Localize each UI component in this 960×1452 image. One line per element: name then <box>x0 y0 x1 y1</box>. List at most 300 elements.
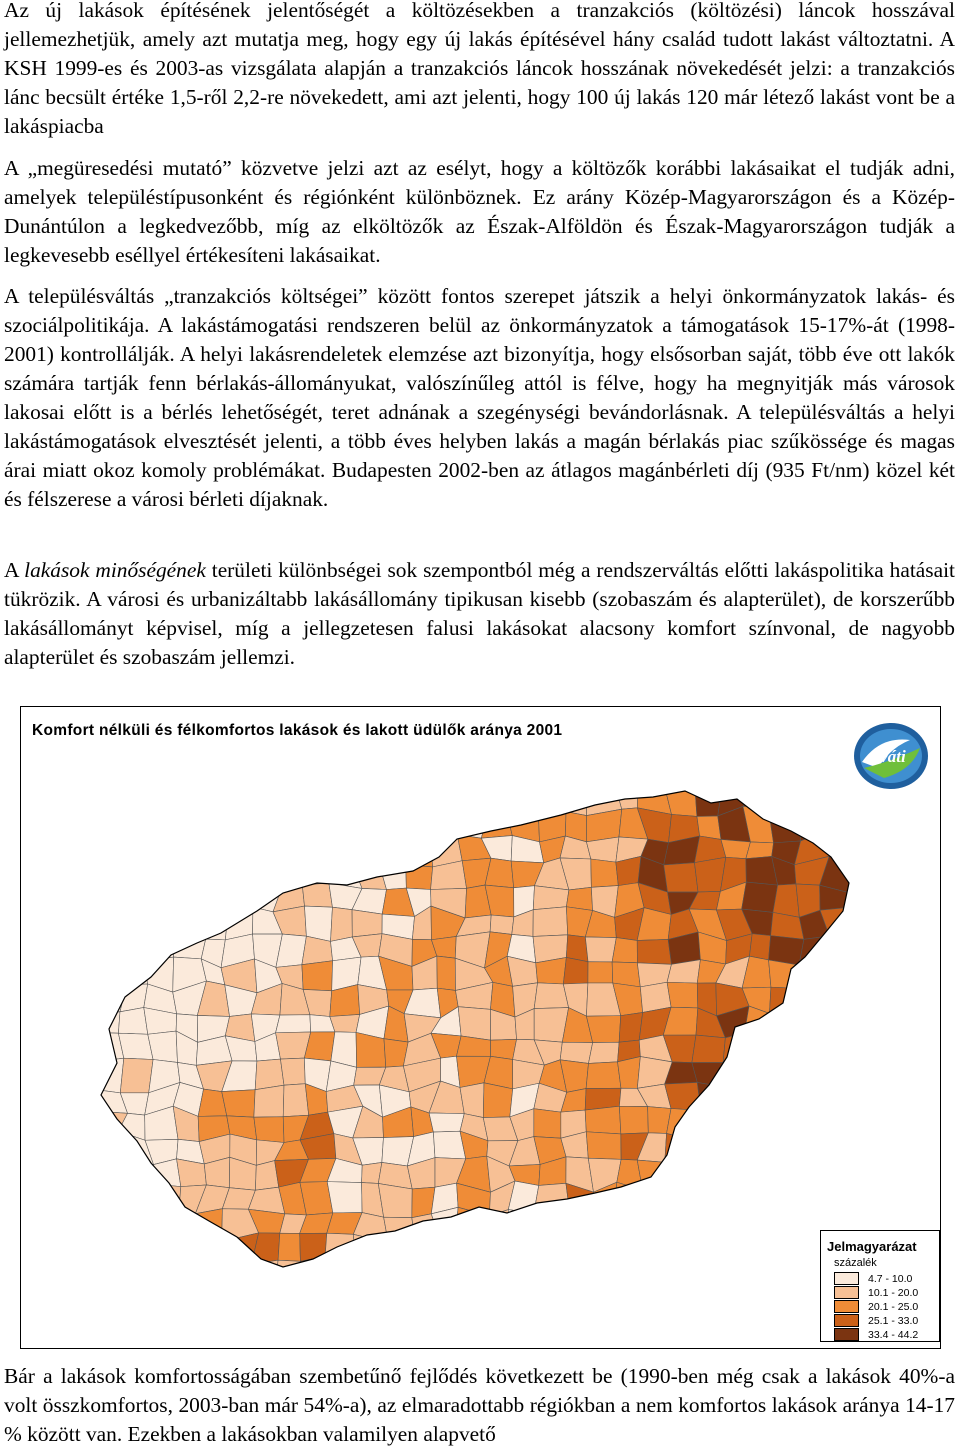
micro-region <box>387 1240 415 1266</box>
micro-region <box>618 1057 641 1089</box>
micro-region <box>93 1159 129 1191</box>
micro-region <box>830 1106 855 1141</box>
micro-region <box>717 1209 747 1234</box>
micro-region <box>275 1260 303 1289</box>
micro-region <box>570 1241 586 1260</box>
micro-region <box>851 836 878 860</box>
micro-region <box>174 937 206 959</box>
micro-region <box>612 962 640 987</box>
micro-region <box>508 784 538 818</box>
micro-region <box>120 833 154 865</box>
micro-region <box>723 1059 752 1092</box>
micro-region <box>534 1211 571 1241</box>
micro-region <box>351 835 380 864</box>
micro-region <box>404 1256 441 1289</box>
micro-region <box>716 1158 750 1186</box>
micro-region <box>201 1264 225 1288</box>
micro-region <box>512 1260 541 1288</box>
micro-region <box>491 1233 512 1259</box>
micro-region <box>353 1234 388 1265</box>
micro-region <box>720 1233 747 1259</box>
micro-region <box>612 938 637 963</box>
map-legend <box>820 1230 940 1342</box>
micro-region <box>150 1206 178 1239</box>
micro-region <box>92 835 123 866</box>
micro-region <box>693 1181 725 1217</box>
micro-region <box>566 887 592 910</box>
micro-region <box>744 1059 772 1092</box>
micro-region <box>170 860 205 892</box>
legend-swatch <box>834 1286 859 1299</box>
micro-region <box>663 1213 700 1234</box>
micro-region <box>481 811 512 838</box>
micro-region <box>171 1264 203 1293</box>
micro-region <box>353 782 388 811</box>
micro-region <box>118 1033 153 1059</box>
paragraph-comfort-development: Bár a lakások komfortosságában szembetűnő fejlődés következett be (1990-ben még csak a lakások 40%-a volt összkomfortos, 2003-ban már 54%-a), az elmaradottabb régiókban a nem komfortos lakások aránya 14-17 % között van. Ezekben a lakásokban valamilyen alapvető <box>4 1364 955 1446</box>
micro-region <box>304 806 331 842</box>
paragraph-housing-quality-start: A <box>4 558 25 582</box>
micro-region <box>437 956 456 990</box>
micro-region <box>100 861 123 888</box>
micro-region <box>97 887 122 908</box>
micro-region <box>794 1058 829 1092</box>
legend-label: 25.1 - 33.0 <box>868 1315 919 1327</box>
micro-region <box>769 960 800 988</box>
micro-region <box>689 1110 724 1140</box>
legend-label: 4.7 - 10.0 <box>868 1273 913 1285</box>
micro-region <box>329 839 360 863</box>
micro-region <box>637 939 671 964</box>
micro-region <box>724 1087 753 1117</box>
micro-region <box>768 1262 801 1286</box>
micro-region <box>718 1116 750 1141</box>
micro-region <box>273 814 308 840</box>
micro-region <box>283 1084 308 1117</box>
legend-label: 20.1 - 25.0 <box>868 1301 919 1313</box>
micro-region <box>249 858 280 893</box>
micro-region <box>120 1058 153 1093</box>
micro-region <box>490 915 514 934</box>
micro-region <box>795 1162 825 1189</box>
micro-region <box>771 1058 800 1092</box>
micro-region <box>202 786 224 815</box>
micro-region <box>172 886 205 912</box>
micro-region <box>222 884 253 914</box>
map-title: Komfort nélküli és félkomfortos lakások és lakott üdülők aránya 2001 <box>32 722 563 739</box>
micro-region <box>172 909 206 939</box>
micro-region <box>770 1111 805 1142</box>
paragraph-housing-quality-rest: területi különbségei sok szempontból még a rendszerváltás előtti lakáspolitika hatásait tükrözik. A városi és urbanizáltabb lakásállomány tipikusan kisebb (szobaszám és alapterület), de korszerűbb lakásállományt képvisel, míg a jellegzetesen falusi lakásokat alacsony komfort színvonal, de nagyobb alapterület és szobaszám jellemzi. <box>4 558 955 669</box>
micro-region <box>92 935 121 964</box>
micro-region <box>695 1158 725 1190</box>
micro-region <box>147 910 175 941</box>
micro-region <box>226 832 255 858</box>
micro-region <box>798 782 829 816</box>
micro-region <box>152 831 170 865</box>
micro-region <box>248 1260 278 1289</box>
micro-region <box>799 808 829 841</box>
paragraph-transaction-chains: Az új lakások építésének jelentőségét a költözésekben a tranzakciós (költözési) láncok hosszával jellemezhetjük, amely azt mutatja meg, hogy egy új lakás építésével hány család tudott lakást változtatni. A KSH 1999-es és 2003-as vizsgálata alapján a tranzakciós láncok hosszának növekedését jelzi: a tranzakciós lánc becsült értéke 1,5-ről 2,2-re növekedett, ami azt jelenti, hogy 100 új lakás 120 már létező lakást vont be a lakáspiacba <box>4 0 955 138</box>
vati-logo-text: váti <box>880 747 906 766</box>
micro-region <box>332 782 355 811</box>
micro-region <box>854 1191 875 1213</box>
paragraph-housing-quality <box>4 556 955 672</box>
micro-region <box>508 1210 541 1241</box>
micro-region <box>202 808 225 833</box>
micro-region <box>640 1259 675 1292</box>
legend-swatch <box>834 1300 859 1313</box>
micro-region <box>378 1256 413 1289</box>
micro-region <box>795 1137 831 1167</box>
legend-swatch <box>834 1272 859 1285</box>
micro-region <box>458 1007 490 1040</box>
micro-region <box>275 856 302 892</box>
micro-region <box>123 1159 153 1184</box>
micro-region <box>747 1082 772 1116</box>
micro-region <box>201 832 229 868</box>
micro-region <box>793 1184 824 1208</box>
micro-region <box>487 1256 512 1285</box>
micro-region <box>794 988 829 1017</box>
micro-region <box>533 907 568 937</box>
micro-region <box>489 1210 508 1241</box>
micro-region <box>146 1235 179 1264</box>
micro-region <box>171 808 204 832</box>
micro-region <box>255 782 284 818</box>
micro-region <box>352 910 382 937</box>
micro-region <box>170 786 204 809</box>
micro-region <box>694 1231 722 1265</box>
micro-region <box>615 1259 644 1285</box>
micro-region <box>745 1258 768 1287</box>
micro-region <box>170 1232 203 1264</box>
micro-region <box>663 1231 700 1267</box>
micro-region <box>819 1033 853 1068</box>
micro-region <box>151 1184 181 1215</box>
micro-region <box>742 882 778 912</box>
micro-region <box>613 1208 646 1233</box>
micro-region <box>455 784 489 811</box>
micro-region <box>534 1109 561 1139</box>
micro-region <box>745 1234 769 1262</box>
micro-region <box>253 816 284 840</box>
micro-region <box>92 1236 126 1264</box>
micro-region <box>619 1106 648 1134</box>
micro-region <box>118 784 148 816</box>
micro-region <box>613 1232 646 1262</box>
micro-region <box>126 1184 152 1208</box>
micro-region <box>747 1113 778 1138</box>
micro-region <box>278 1233 300 1261</box>
micro-region <box>222 1233 259 1268</box>
micro-region <box>201 858 229 886</box>
micro-region <box>771 1132 799 1166</box>
micro-region <box>845 1140 882 1167</box>
micro-region <box>280 1058 305 1085</box>
micro-region <box>749 934 770 960</box>
micro-region <box>569 1211 585 1241</box>
micro-region <box>846 908 873 941</box>
micro-region <box>851 785 883 812</box>
micro-region <box>126 1256 153 1293</box>
micro-region <box>118 1007 147 1034</box>
micro-region <box>222 1090 255 1118</box>
micro-region <box>848 1033 881 1068</box>
micro-region <box>824 987 851 1017</box>
paragraph-transaction-costs: A településváltás „tranzakciós költségei” között fontos szerepet játszik a helyi önkormányzatok lakás- és szociálpolitikája. A lakástámogatási rendszeren belül az önkormányzatok a támogatások 15-17%-át (1998-2001) kontrollálják. A helyi lakásrendeletek elemzése azt bizonyítja, hogy elsősorban saját, több éve ott lakók számára tartják fenn bérlakás-állományukat, valószínűleg attól is félve, hogy ha megnyitják más városok lakosai előtt is a bérlés lehetőségét, teret adnának a szegénységi bevándorlásnak. A településváltás a helyi lakástámogatások elvesztését jelenti, a több éves helyben lakás a magán bérlakás piac szűkössége és magas árai miatt okoz komoly problémákat. Budapesten 2002-ben az átlagos magánbérleti díj (935 Ft/nm) közel két és félszerese a városi bérleti díjaknak. <box>4 284 955 511</box>
micro-region <box>118 908 149 941</box>
micro-region <box>769 1010 801 1040</box>
micro-region <box>404 783 440 817</box>
micro-region <box>327 1182 362 1213</box>
micro-region <box>170 831 203 868</box>
micro-region <box>743 784 769 807</box>
micro-region <box>533 886 569 910</box>
micro-region <box>353 1265 388 1286</box>
micro-region <box>222 858 255 890</box>
micro-region <box>120 861 154 892</box>
micro-region <box>146 1256 179 1293</box>
paragraph-housing-quality-italic: lakások minőségének <box>24 558 206 582</box>
micro-region <box>794 965 829 992</box>
micro-region <box>794 1010 828 1040</box>
micro-region <box>693 1209 722 1232</box>
micro-region <box>563 957 588 984</box>
micro-region <box>92 907 122 936</box>
micro-region <box>325 1233 356 1265</box>
micro-region <box>380 811 412 842</box>
micro-region <box>773 884 799 917</box>
micro-region <box>800 1040 828 1059</box>
micro-region <box>743 1186 777 1216</box>
micro-region <box>96 784 122 816</box>
micro-region <box>794 1091 830 1113</box>
micro-region <box>148 809 172 833</box>
micro-region <box>429 1113 464 1132</box>
legend-label: 10.1 - 20.0 <box>868 1287 919 1299</box>
legend-swatch <box>834 1328 859 1341</box>
micro-region <box>847 1165 878 1192</box>
micro-region <box>307 783 332 814</box>
micro-region <box>846 888 881 910</box>
micro-region <box>566 1257 590 1284</box>
micro-region <box>848 1058 876 1090</box>
micro-region <box>768 806 801 843</box>
micro-region <box>826 965 857 992</box>
micro-region <box>643 1188 675 1212</box>
micro-region <box>325 1256 356 1290</box>
micro-region <box>824 1012 853 1040</box>
micro-region <box>799 1111 831 1142</box>
micro-region <box>534 1183 570 1213</box>
micro-region <box>94 1208 126 1239</box>
micro-region <box>619 1012 643 1042</box>
micro-region <box>255 1059 284 1090</box>
micro-region <box>829 1090 855 1113</box>
micro-region <box>824 1162 854 1192</box>
micro-region <box>170 1214 203 1236</box>
micro-region <box>276 1015 311 1033</box>
micro-region <box>404 832 433 867</box>
micro-region <box>768 782 799 816</box>
micro-region <box>92 1261 127 1293</box>
micro-region <box>195 1209 222 1242</box>
micro-region <box>799 936 829 965</box>
legend-label: 33.4 - 44.2 <box>868 1329 919 1341</box>
micro-region <box>585 1215 615 1241</box>
micro-region <box>664 863 698 892</box>
micro-region <box>305 906 333 941</box>
micro-region <box>665 1133 701 1162</box>
micro-region <box>331 907 353 941</box>
micro-region <box>566 935 588 962</box>
micro-region <box>406 865 433 890</box>
micro-region <box>202 884 228 914</box>
micro-region <box>771 1157 804 1188</box>
micro-region <box>120 811 153 834</box>
micro-region <box>302 961 333 991</box>
micro-region <box>148 787 172 811</box>
micro-region <box>586 1062 621 1089</box>
micro-region <box>380 786 412 815</box>
micro-region <box>488 784 509 818</box>
micro-region <box>120 889 154 910</box>
micro-region <box>508 1232 541 1262</box>
micro-region <box>666 1188 695 1217</box>
micro-region <box>586 1016 620 1043</box>
micro-region <box>850 983 880 1012</box>
micro-region <box>466 1256 492 1289</box>
micro-region <box>154 860 174 892</box>
micro-region <box>744 1033 772 1059</box>
micro-region <box>438 1260 466 1289</box>
micro-region <box>534 983 568 1009</box>
micro-region <box>149 892 174 912</box>
micro-region <box>717 1181 750 1216</box>
paragraph-vacancy-indicator: A „megüresedési mutató” közvetve jelzi azt az esélyt, hogy a költözők korábbi lakásaikat el tudják adni, amelyek településtípusonként és régiónként különböznek. Ez arány Közép-Magyarországon és a Közép-Dunántúlon a legkedvezőbb, míg az elköltözők az Észak-Alföldön és Észak-Magyarországon tudják a legkevesebb eséllyel értékesíteni lakásaikat. <box>4 156 955 267</box>
micro-region <box>585 1106 621 1134</box>
micro-region <box>300 1233 327 1261</box>
micro-region <box>586 1132 621 1160</box>
micro-region <box>769 1035 801 1060</box>
micro-region <box>824 807 856 838</box>
micro-region <box>644 1208 666 1234</box>
micro-region <box>819 1189 856 1213</box>
micro-region <box>329 806 360 842</box>
micro-region <box>850 958 879 987</box>
micro-region <box>253 836 276 862</box>
micro-region <box>591 859 619 887</box>
micro-region <box>637 1160 674 1190</box>
micro-region <box>98 963 127 985</box>
micro-region <box>768 1236 801 1262</box>
micro-region <box>303 840 337 862</box>
micro-region <box>121 961 148 985</box>
micro-region <box>302 856 336 885</box>
micro-region <box>743 1211 772 1243</box>
micro-region <box>586 1257 616 1286</box>
micro-region <box>254 1117 284 1143</box>
micro-region <box>820 786 854 808</box>
micro-region <box>666 1265 695 1293</box>
micro-region <box>689 1139 718 1159</box>
micro-region <box>585 1233 615 1262</box>
micro-region <box>825 1137 847 1168</box>
micro-region <box>697 1082 724 1117</box>
micro-region <box>432 783 460 817</box>
micro-region <box>852 1010 882 1037</box>
micro-region <box>721 839 750 858</box>
micro-region <box>769 1208 801 1242</box>
micro-region <box>694 1259 724 1288</box>
micro-region <box>118 936 147 964</box>
micro-region <box>378 1183 412 1217</box>
micro-region <box>692 1035 725 1062</box>
micro-region <box>404 815 432 842</box>
micro-region <box>95 1184 128 1214</box>
micro-region <box>588 962 613 983</box>
hungary-choropleth-map <box>21 707 942 1350</box>
micro-region <box>203 1232 226 1267</box>
micro-region <box>666 784 697 817</box>
micro-region <box>667 982 698 1008</box>
micro-region <box>92 812 122 835</box>
micro-region <box>330 1014 360 1032</box>
micro-region <box>851 807 879 838</box>
map-figure <box>20 706 941 1349</box>
micro-region <box>483 1083 512 1118</box>
micro-region <box>850 940 874 966</box>
micro-region <box>742 1132 778 1158</box>
micro-region <box>355 810 380 838</box>
micro-region <box>746 842 774 859</box>
micro-region <box>819 1059 849 1091</box>
micro-region <box>224 782 257 818</box>
micro-region <box>279 783 308 816</box>
micro-region <box>440 1237 466 1261</box>
micro-region <box>273 840 304 862</box>
micro-region <box>254 1085 284 1117</box>
micro-region <box>430 810 457 834</box>
micro-region <box>121 1206 152 1239</box>
micro-region <box>772 1184 803 1211</box>
micro-region <box>695 784 723 817</box>
micro-region <box>716 1138 750 1159</box>
micro-region <box>850 1084 877 1117</box>
micro-region <box>538 784 566 817</box>
micro-region <box>720 1258 748 1287</box>
micro-region <box>585 937 616 962</box>
micro-region <box>665 1159 701 1189</box>
micro-region <box>770 1082 805 1113</box>
micro-region <box>845 1106 882 1141</box>
micro-region <box>455 1233 492 1260</box>
micro-region <box>225 1264 251 1288</box>
micro-region <box>536 1260 569 1288</box>
micro-region <box>849 859 881 893</box>
micro-region <box>541 1232 571 1262</box>
micro-region <box>455 1207 490 1236</box>
micro-region <box>640 1232 666 1267</box>
micro-region <box>490 1039 516 1059</box>
micro-region <box>588 1042 619 1063</box>
micro-region <box>826 936 857 967</box>
micro-region <box>404 1239 441 1260</box>
micro-region <box>224 815 257 836</box>
micro-region <box>93 1131 123 1159</box>
micro-region <box>742 1157 776 1188</box>
